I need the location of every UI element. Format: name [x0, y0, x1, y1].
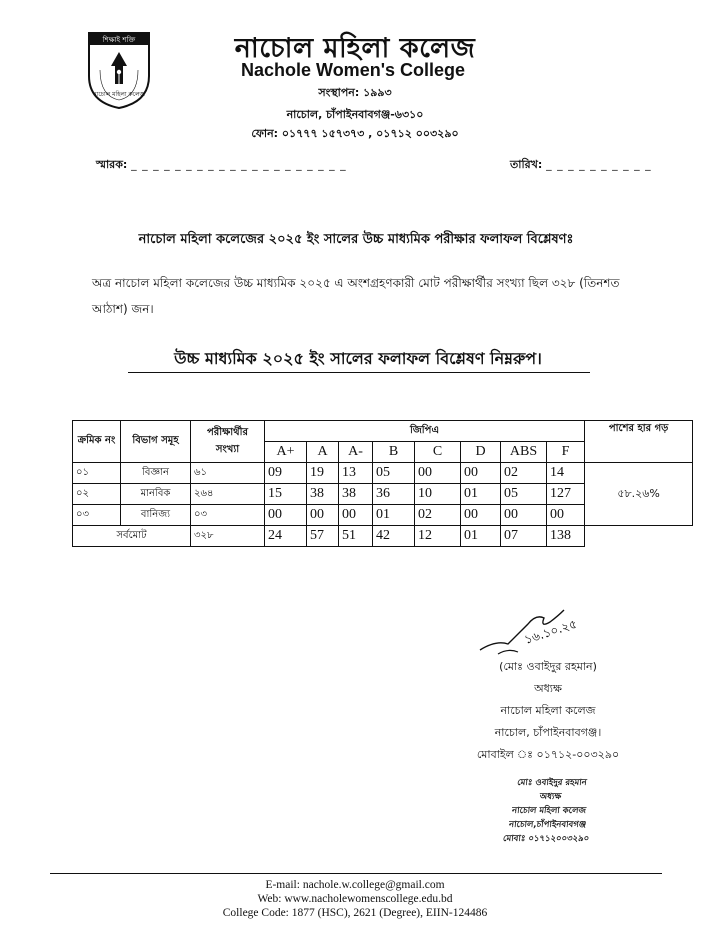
grade-cell: 00 — [461, 463, 501, 484]
header-department: বিভাগ সমূহ — [121, 421, 191, 463]
logo-motto: শিক্ষাই শক্তি — [102, 36, 136, 44]
grade-cell: 00 — [265, 505, 307, 526]
grade-cell: 05 — [501, 484, 547, 505]
principal-title: অধ্যক্ষ — [534, 682, 562, 695]
college-name-bengali: নাচোল মহিলা কলেজ — [234, 33, 476, 64]
total-cell: 51 — [339, 526, 373, 547]
grade-header: D — [461, 442, 501, 463]
memo-blank: _ _ _ _ _ _ _ _ _ _ _ _ _ _ _ _ _ _ _ _ — [131, 158, 347, 171]
grade-header: B — [373, 442, 415, 463]
footer-website: Web: www.nacholewomenscollege.edu.bd — [257, 893, 453, 905]
seal-mobile: মোবাঃ ০১৭১২০০৩২৯০ — [502, 834, 590, 844]
date-label: তারিখ: — [510, 158, 543, 171]
row-department: বিজ্ঞান — [121, 463, 191, 484]
total-cell: 07 — [501, 526, 547, 547]
signature-college: নাচোল মহিলা কলেজ — [500, 704, 596, 717]
date-reference — [510, 156, 652, 175]
results-table — [72, 420, 693, 547]
row-department: বানিজ্য — [121, 505, 191, 526]
row-count: ২৬৪ — [191, 484, 265, 505]
grade-cell: 02 — [415, 505, 461, 526]
row-count: ০৩ — [191, 505, 265, 526]
footer — [150, 878, 560, 920]
grade-cell: 00 — [307, 505, 339, 526]
grade-cell: 36 — [373, 484, 415, 505]
table-total-row — [73, 526, 693, 547]
principal-name: (মোঃ ওবাইদুর রহমান) — [499, 660, 597, 673]
total-cell: 138 — [547, 526, 585, 547]
intro-paragraph: অত্র নাচোল মহিলা কলেজের উচ্চ মাধ্যমিক ২০২৫ এ অংশগ্রহণকারী মোট পরীক্ষার্থীর সংখ্যা ছিল ৩২৮ (তিনশত আঠাশ) জন। — [92, 276, 620, 316]
grade-cell: 10 — [415, 484, 461, 505]
header-pass-rate: পাশের হার গড় — [585, 421, 693, 463]
total-cell: 42 — [373, 526, 415, 547]
grade-cell: 00 — [547, 505, 585, 526]
grade-cell: 127 — [547, 484, 585, 505]
signature-block — [438, 656, 658, 766]
footer-college-code: College Code: 1877 (HSC), 2621 (Degree), EIIN-124486 — [222, 907, 488, 919]
empty-cell — [585, 526, 693, 547]
total-cell: 57 — [307, 526, 339, 547]
total-cell: 24 — [265, 526, 307, 547]
row-serial: ০৩ — [73, 505, 121, 526]
handwritten-signature — [478, 604, 598, 658]
seal-name: মোঃ ওবাইদুর রহমান — [516, 778, 588, 788]
grade-cell: 02 — [501, 463, 547, 484]
table-row — [73, 463, 693, 484]
grade-cell: 13 — [339, 463, 373, 484]
signature-place: নাচোল, চাঁপাইনবাবগঞ্জ। — [494, 726, 602, 739]
grade-cell: 00 — [339, 505, 373, 526]
grade-cell: 15 — [265, 484, 307, 505]
header-serial: ক্রমিক নং — [73, 421, 121, 463]
row-serial: ০১ — [73, 463, 121, 484]
result-heading: উচ্চ মাধ্যমিক ২০২৫ ইং সালের ফলাফল বিশ্লেষণ নিম্নরুপ। — [174, 349, 542, 368]
total-count: ৩২৮ — [191, 526, 265, 547]
grade-header: F — [547, 442, 585, 463]
result-heading-underline — [128, 372, 590, 373]
grade-cell: 00 — [461, 505, 501, 526]
grade-cell: 38 — [307, 484, 339, 505]
college-name-english: Nachole Women's College — [241, 60, 465, 80]
total-cell: 01 — [461, 526, 501, 547]
grade-cell: 38 — [339, 484, 373, 505]
grade-cell: 01 — [461, 484, 501, 505]
memo-label: স্মারক: — [96, 158, 128, 171]
date-blank: _ _ _ _ _ _ _ _ _ _ — [546, 158, 652, 171]
pass-rate-value: ৫৮.২৬% — [585, 463, 693, 526]
grade-cell: 14 — [547, 463, 585, 484]
header-examinees: পরীক্ষার্থীর সংখ্যা — [191, 421, 265, 463]
analysis-heading: নাচোল মহিলা কলেজের ২০২৫ ইং সালের উচ্চ মাধ্যমিক পরীক্ষার ফলাফল বিশ্লেষণঃ — [138, 232, 574, 247]
total-label: সর্বমোট — [73, 526, 191, 547]
college-address: নাচোল, চাঁপাইনবাবগঞ্জ-৬৩১০ — [286, 108, 424, 121]
footer-email: E-mail: nachole.w.college@gmail.com — [265, 879, 445, 891]
signature-mobile: মোবাইল ঃ ০১৭১২-০০৩২৯০ — [476, 748, 620, 761]
seal-place: নাচোল,চাঁপাইনবাবগঞ্জ — [508, 820, 587, 830]
row-serial: ০২ — [73, 484, 121, 505]
established-year: সংস্থাপন: ১৯৯৩ — [318, 86, 392, 99]
grade-header: A — [307, 442, 339, 463]
grade-header: ABS — [501, 442, 547, 463]
grade-header: A- — [339, 442, 373, 463]
table-header-row — [73, 421, 693, 442]
row-department: মানবিক — [121, 484, 191, 505]
header-gpa: জিপিএ — [265, 421, 585, 442]
footer-divider — [50, 873, 662, 874]
grade-cell: 09 — [265, 463, 307, 484]
college-logo — [86, 30, 152, 110]
grade-header: C — [415, 442, 461, 463]
row-count: ৬১ — [191, 463, 265, 484]
total-cell: 12 — [415, 526, 461, 547]
memo-reference — [96, 156, 347, 175]
seal-title: অধ্যক্ষ — [539, 792, 562, 802]
seal-college: নাচোল মহিলা কলেজ — [511, 806, 587, 816]
grade-cell: 01 — [373, 505, 415, 526]
grade-cell: 00 — [415, 463, 461, 484]
official-seal — [460, 776, 637, 846]
college-phone: ফোন: ০১৭৭৭ ১৫৭৩৭৩ , ০১৭১২ ০০৩২৯০ — [251, 127, 459, 140]
grade-cell: 05 — [373, 463, 415, 484]
grade-header: A+ — [265, 442, 307, 463]
logo-ring-text: নাচোল মহিলা কলেজ — [93, 91, 145, 98]
grade-cell: 19 — [307, 463, 339, 484]
grade-cell: 00 — [501, 505, 547, 526]
signature-date: ১৬.১০.২৫ — [522, 616, 579, 647]
